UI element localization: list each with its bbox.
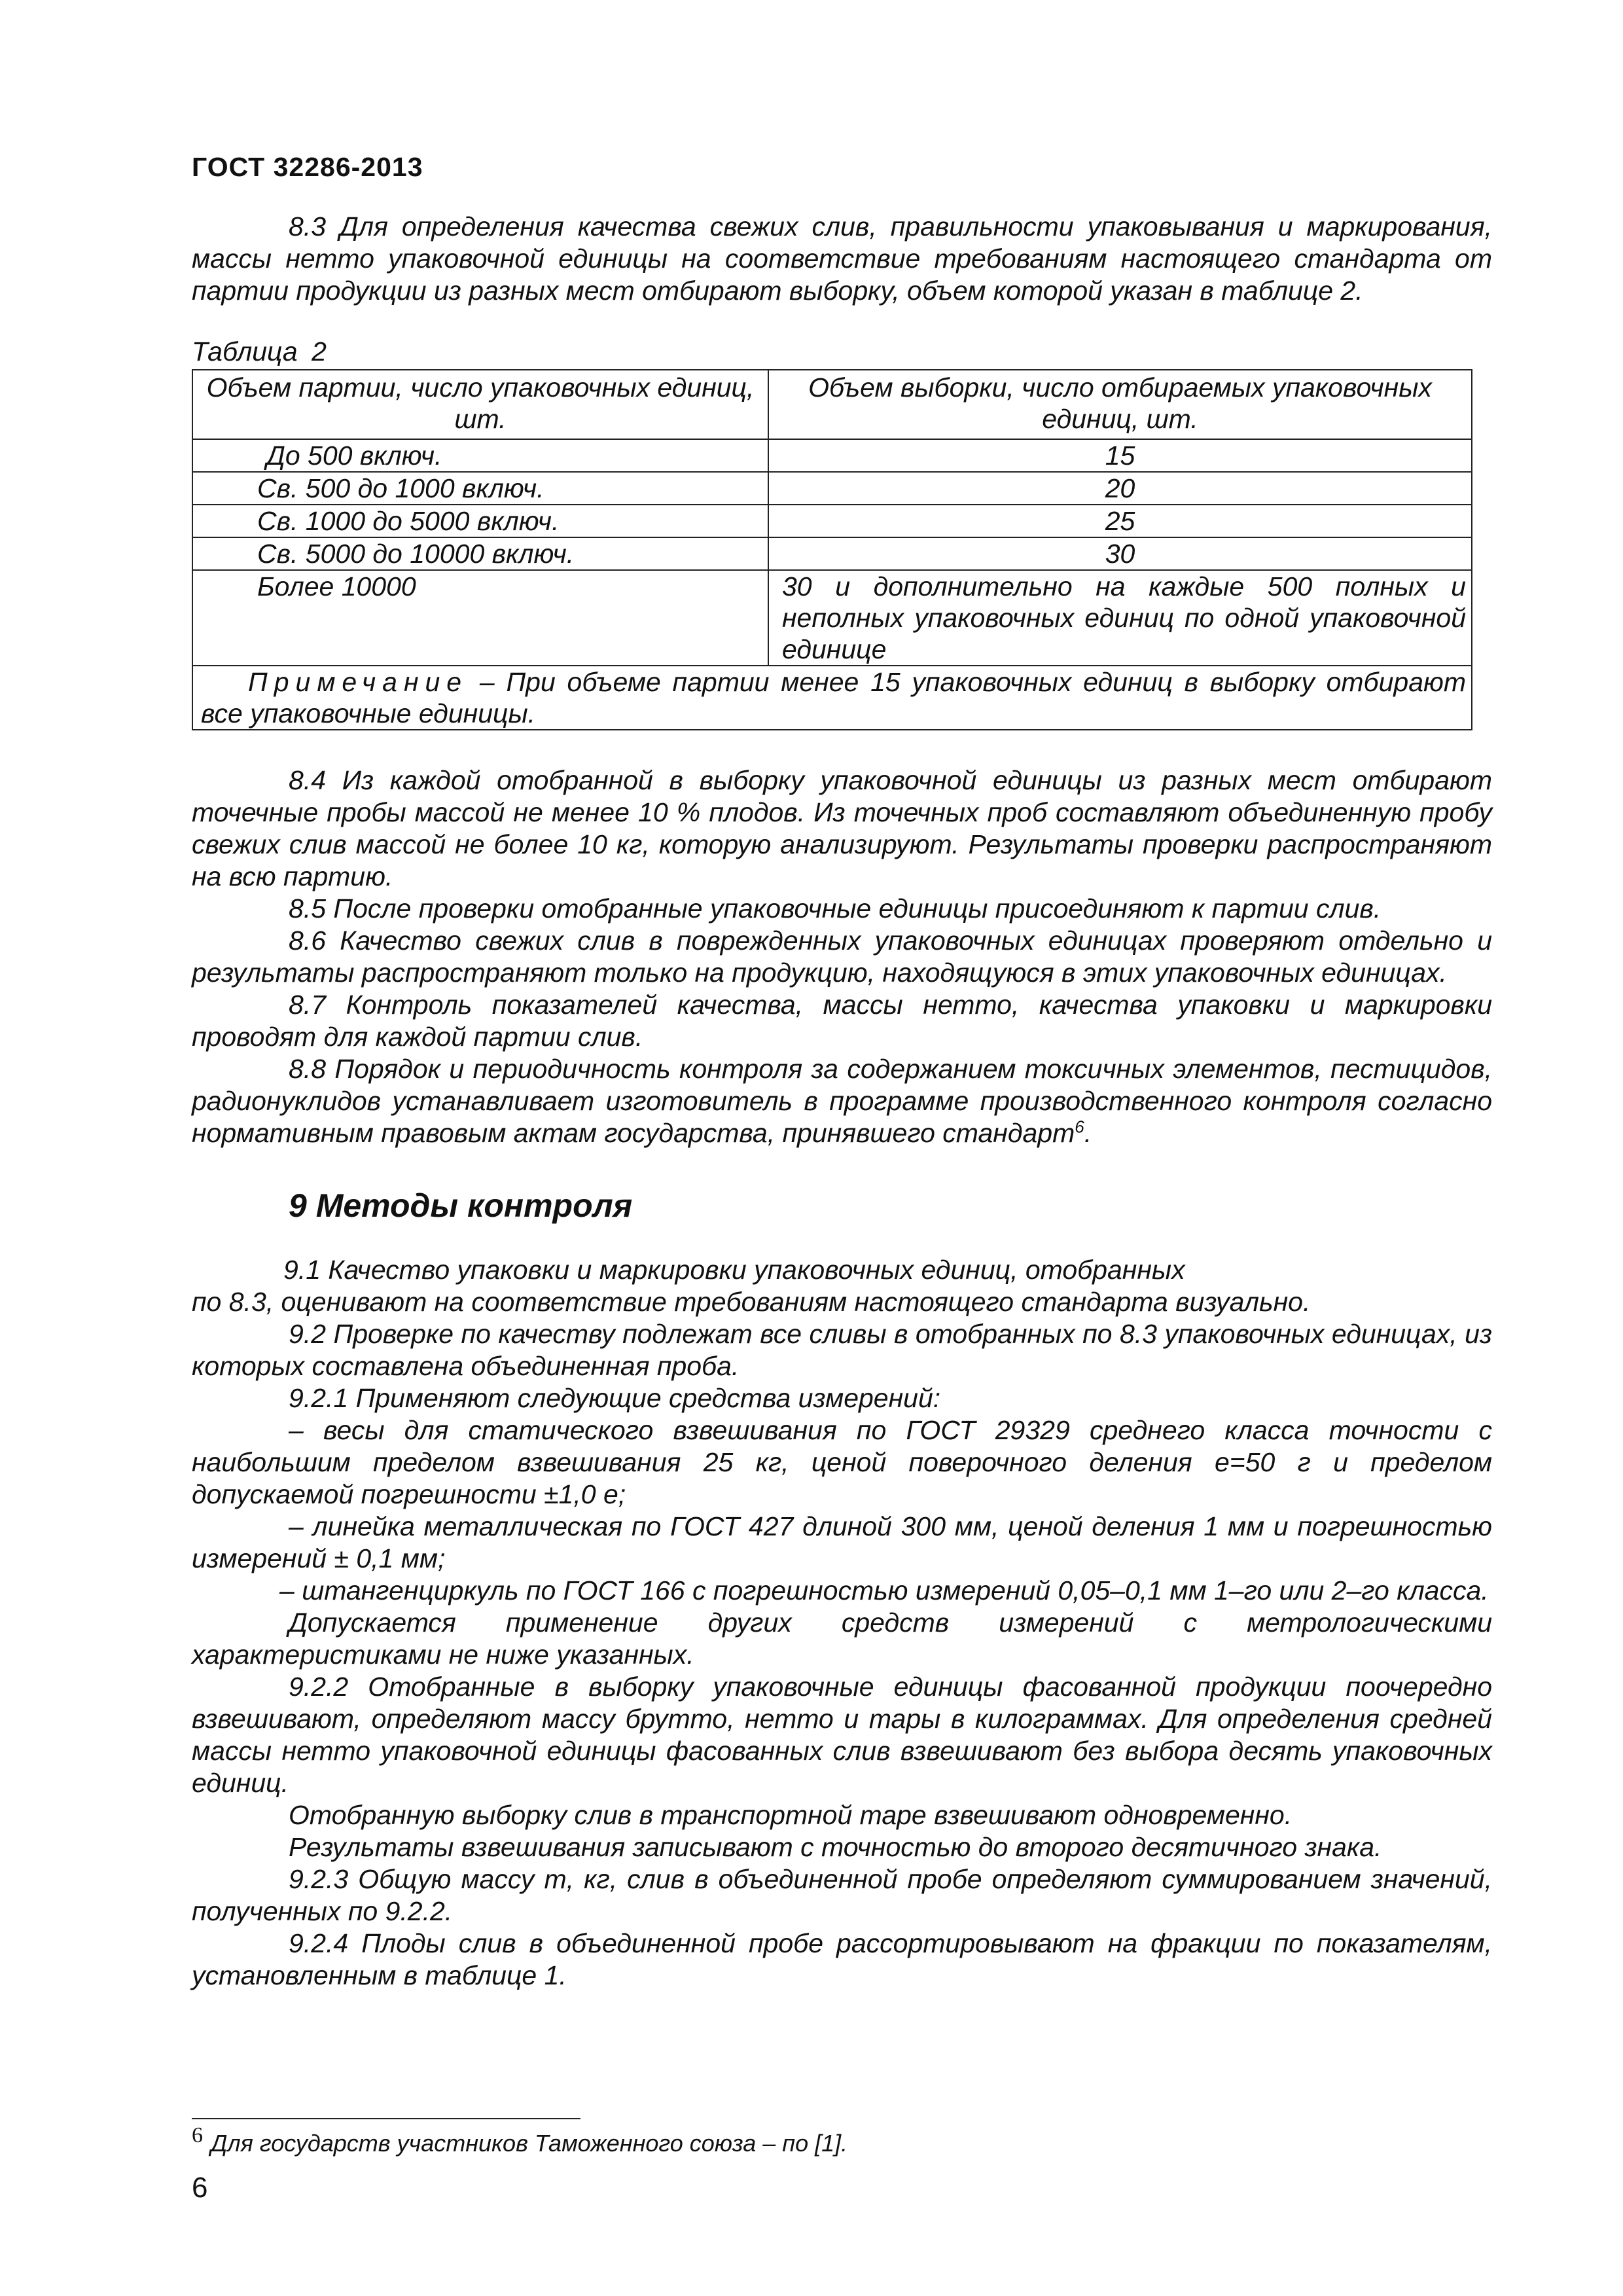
footnote-mark: 6 (192, 2123, 203, 2147)
table-note-row (192, 666, 1472, 730)
paragraph-9-2-1: 9.2.1 Применяют следующие средства измерений: (289, 1383, 941, 1413)
table-cell-lot: До 500 включ. (266, 440, 442, 471)
document-code-header: ГОСТ 32286-2013 (192, 152, 423, 182)
table-cell-sample: 25 (768, 505, 1472, 537)
table-cell-sample: 15 (768, 439, 1472, 472)
footnote (192, 2123, 847, 2157)
table-cell-lot: Св. 5000 до 10000 включ. (257, 539, 575, 569)
paragraph-9-1-line2: по 8.3, оценивают на соответствие требованиям настоящего стандарта визуально. (192, 1287, 1311, 1317)
list-item-scales: – весы для статического взвешивания по ГОСТ 29329 среднего класса точности с наибольшим пределом взвешивания 25 кг, ценой поверочного деления е=50 г и пределом допускаемой погрешности ±1,0 е; (192, 1415, 1492, 1509)
paragraph-8-4: 8.4 Из каждой отобранной в выборку упаковочной единицы из разных мест отбирают точечные пробы массой не менее 10 % плодов. Из точечных проб составляют объединенную пробу свежих слив массой не более 10 кг, которую анализируют. Результаты проверки распространяют на всю партию. (192, 765, 1492, 891)
table-row (192, 439, 1472, 472)
footnote-divider (192, 2118, 580, 2119)
section-9-heading: 9 Методы контроля (289, 1187, 633, 1224)
paragraph-9-1-line1: 9.1 Качество упаковки и маркировки упаковочных единиц, отобранных (283, 1255, 1185, 1285)
table-row (192, 537, 1472, 570)
table-cell-sample: 30 (768, 537, 1472, 570)
page-content (192, 211, 1492, 1992)
paragraph-8-8 (192, 1053, 1492, 1149)
paragraph-allowed-instruments: Допускается применение других средств измерений с метрологическими характеристиками не ниже указанных. (192, 1607, 1492, 1670)
table-cell-lot: Св. 500 до 1000 включ. (257, 473, 544, 503)
table-header-lot-volume: Объем партии, число упаковочных единиц, шт. (192, 370, 768, 439)
table-note-text: – При объеме партии менее 15 упаковочных единиц в выборку отбирают все упаковочные единицы. (201, 667, 1466, 728)
paragraph-transport-weighing: Отобранную выборку слив в транспортной таре взвешивают одновременно. (289, 1800, 1293, 1830)
paragraph-8-8-text: 8.8 Порядок и периодичность контроля за содержанием токсичных элементов, пестицидов, радионуклидов устанавливает изготовитель в программе производственного контроля согласно нормативным правовым актам государства, принявшего стандарт (192, 1054, 1492, 1148)
paragraph-9-2-4: 9.2.4 Плоды слив в объединенной пробе рассортировывают на фракции по показателям, установленным в таблице 1. (192, 1928, 1492, 1990)
page-number: 6 (192, 2172, 208, 2204)
paragraph-8-5: 8.5 После проверки отобранные упаковочные единицы присоединяют к партии слив. (289, 893, 1382, 924)
table-row (192, 505, 1472, 537)
list-item-ruler: – линейка металлическая по ГОСТ 427 длиной 300 мм, ценой деления 1 мм и погрешностью измерений ± 0,1 мм; (192, 1511, 1492, 1573)
paragraph-8-8-end: . (1084, 1118, 1092, 1148)
paragraph-9-2-3: 9.2.3 Общую массу m, кг, слив в объединенной пробе определяют суммированием значений, полученных по 9.2.2. (192, 1864, 1492, 1926)
table-cell-sample: 30 и дополнительно на каждые 500 полных и неполных упаковочных единиц по одной упаковочной единице (768, 570, 1472, 666)
table-note (192, 666, 1472, 730)
table-2-caption (192, 336, 1492, 368)
table-cell-sample: 20 (768, 472, 1472, 505)
paragraph-9-2: 9.2 Проверке по качеству подлежат все сливы в отобранных по 8.3 упаковочных единицах, из которых составлена объединенная проба. (192, 1319, 1492, 1381)
table-row (192, 472, 1472, 505)
table-header-sample-volume: Объем выборки, число отбираемых упаковочных единиц, шт. (768, 370, 1472, 439)
paragraph-8-3: 8.3 Для определения качества свежих слив, правильности упаковывания и маркирования, массы нетто упаковочной единицы на соответствие требованиям настоящего стандарта от партии продукции из разных мест отбирают выборку, объем которой указан в таблице 2. (192, 211, 1492, 306)
footnote-reference: 6 (1075, 1117, 1084, 1137)
table-caption-number: 2 (312, 336, 327, 367)
paragraph-8-7: 8.7 Контроль показателей качества, массы нетто, качества упаковки и маркировки проводят для каждой партии слив. (192, 990, 1492, 1052)
paragraph-8-6: 8.6 Качество свежих слив в поврежденных упаковочных единицах проверяют отдельно и результаты распространяют только на продукцию, находящуюся в этих упаковочных единицах. (192, 925, 1492, 988)
table-caption-word: Таблица (192, 336, 298, 367)
table-row (192, 570, 1472, 666)
table-2 (192, 369, 1472, 730)
paragraph-9-2-2: 9.2.2 Отобранные в выборку упаковочные единицы фасованной продукции поочередно взвешивают, определяют массу брутто, нетто и тары в килограммах. Для определения средней массы нетто упаковочной единицы фасованных слив взвешивают без выбора десять упаковочных единиц. (192, 1672, 1492, 1798)
table-cell-lot: Св. 1000 до 5000 включ. (257, 506, 560, 536)
table-header-row (192, 370, 1472, 439)
table-note-word: Примечание (248, 667, 469, 697)
paragraph-weighing-results: Результаты взвешивания записывают с точностью до второго десятичного знака. (289, 1832, 1382, 1862)
table-cell-lot: Более 10000 (257, 571, 416, 601)
footnote-text: Для государств участников Таможенного союза – по [1]. (211, 2130, 848, 2157)
list-item-caliper: – штангенциркуль по ГОСТ 166 с погрешностью измерений 0,05–0,1 мм 1–го или 2–го класса. (279, 1575, 1489, 1605)
